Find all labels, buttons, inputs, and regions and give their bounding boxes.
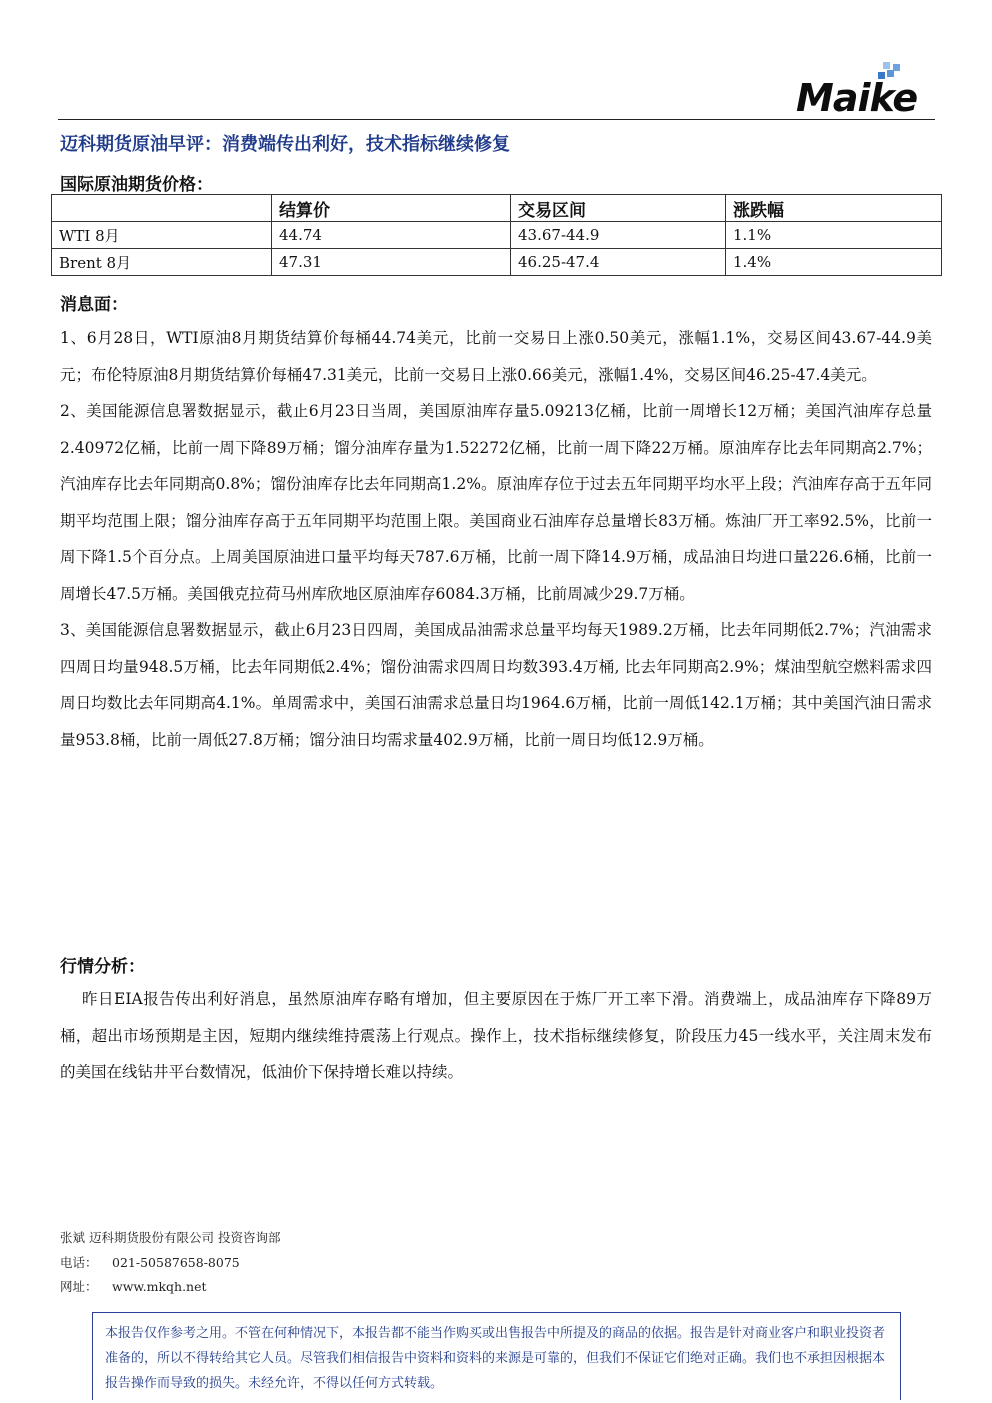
table-cell: 43.67-44.9 — [511, 222, 726, 249]
table-cell: Brent 8月 — [52, 249, 272, 276]
price-table — [51, 194, 942, 276]
table-cell: 44.74 — [272, 222, 511, 249]
analysis-section — [60, 981, 932, 1091]
maike-logo — [790, 70, 930, 118]
table-cell: 1.4% — [726, 249, 942, 276]
news-paragraph: 3、美国能源信息署数据显示，截止6月23日四周，美国成品油需求总量平均每天1989.2万桶，比去年同期低2.7%；汽油需求四周日均量948.5万桶，比去年同期低2.4%；馏份油需求四周日均数393.4万桶, 比去年同期高2.9%；煤油型航空燃料需求四周日均数比去年同期高4.1%。单周需求中，美国石油需求总量日均1964.6万桶，比前一周低142.1万桶；其中美国汽油日需求量953.8桶，比前一周低27.8万桶；馏分油日均需求量402.9万桶，比前一周日均低12.9万桶。 — [60, 621, 932, 749]
table-header-cell: 交易区间 — [511, 195, 726, 222]
price-section-heading: 国际原油期货价格： — [60, 175, 213, 195]
phone-number: 021-50587658-8075 — [112, 1254, 240, 1270]
header-divider — [58, 119, 935, 120]
table-cell: 46.25-47.4 — [511, 249, 726, 276]
logo-text: Maike — [796, 76, 918, 120]
page-title: 迈科期货原油早评：消费端传出利好，技术指标继续修复 — [60, 134, 510, 155]
table-cell: WTI 8月 — [52, 222, 272, 249]
news-paragraph: 1、6月28日，WTI原油8月期货结算价每桶44.74美元，比前一交易日上涨0.50美元，涨幅1.1%，交易区间43.67-44.9美元；布伦特原油8月期货结算价每桶47.31美元，比前一交易日上涨0.66美元，涨幅1.4%，交易区间46.25-47.4美元。 — [60, 329, 932, 384]
logo-square-icon — [893, 64, 900, 71]
author-line: 张斌 迈科期货股份有限公司 投资咨询部 — [60, 1230, 281, 1245]
table-header-cell: 结算价 — [272, 195, 511, 222]
table-cell: 1.1% — [726, 222, 942, 249]
news-heading: 消息面： — [60, 295, 128, 315]
table-header-row — [52, 195, 942, 222]
table-row — [52, 222, 942, 249]
table-cell: 47.31 — [272, 249, 511, 276]
website-link[interactable]: www.mkqh.net — [112, 1279, 207, 1294]
table-header-cell — [52, 195, 272, 222]
analysis-heading: 行情分析： — [60, 957, 145, 977]
table-row — [52, 249, 942, 276]
news-paragraph: 2、美国能源信息署数据显示，截止6月23日当周，美国原油库存量5.09213亿桶，比前一周增长12万桶；美国汽油库存总量2.40972亿桶，比前一周下降89万桶；馏分油库存量为1.52272亿桶，比前一周下降22万桶。原油库存比去年同期高2.7%；汽油库存比去年同期高0.8%；馏份油库存比去年同期高1.2%。原油库存位于过去五年同期平均水平上段；汽油库存高于五年同期平均范围上限；馏分油库存高于五年同期平均范围上限。美国商业石油库存总量增长83万桶。炼油厂开工率92.5%，比前一周下降1.5个百分点。上周美国原油进口量平均每天787.6万桶，比前一周下降14.9万桶，成品油日均进口量226.6桶，比前一周增长47.5万桶。美国俄克拉荷马州库欣地区原油库存6084.3万桶，比前周减少29.7万桶。 — [60, 402, 932, 603]
phone-line — [60, 1251, 280, 1276]
contact-block — [60, 1226, 280, 1300]
website-label: 网址： — [60, 1279, 98, 1294]
phone-label: 电话： — [60, 1254, 98, 1270]
disclaimer-box: 本报告仅作参考之用。不管在何种情况下，本报告都不能当作购买或出售报告中所提及的商品的依据。报告是针对商业客户和职业投资者准备的，所以不得转给其它人员。尽管我们相信报告中资料和资料的来源是可靠的，但我们不保证它们绝对正确。我们也不承担因根据本报告操作而导致的损失。未经允许，不得以任何方式转载。 — [92, 1312, 901, 1400]
table-header-cell: 涨跌幅 — [726, 195, 942, 222]
news-section — [60, 320, 932, 758]
analysis-paragraph: 昨日EIA报告传出利好消息，虽然原油库存略有增加，但主要原因在于炼厂开工率下滑。消费端上，成品油库存下降89万桶，超出市场预期是主因，短期内继续维持震荡上行观点。操作上，技术指标继续修复，阶段压力45一线水平，关注周末发布的美国在线钻井平台数情况，低油价下保持增长难以持续。 — [60, 990, 932, 1081]
logo-square-icon — [883, 62, 890, 69]
website-line — [60, 1275, 280, 1300]
